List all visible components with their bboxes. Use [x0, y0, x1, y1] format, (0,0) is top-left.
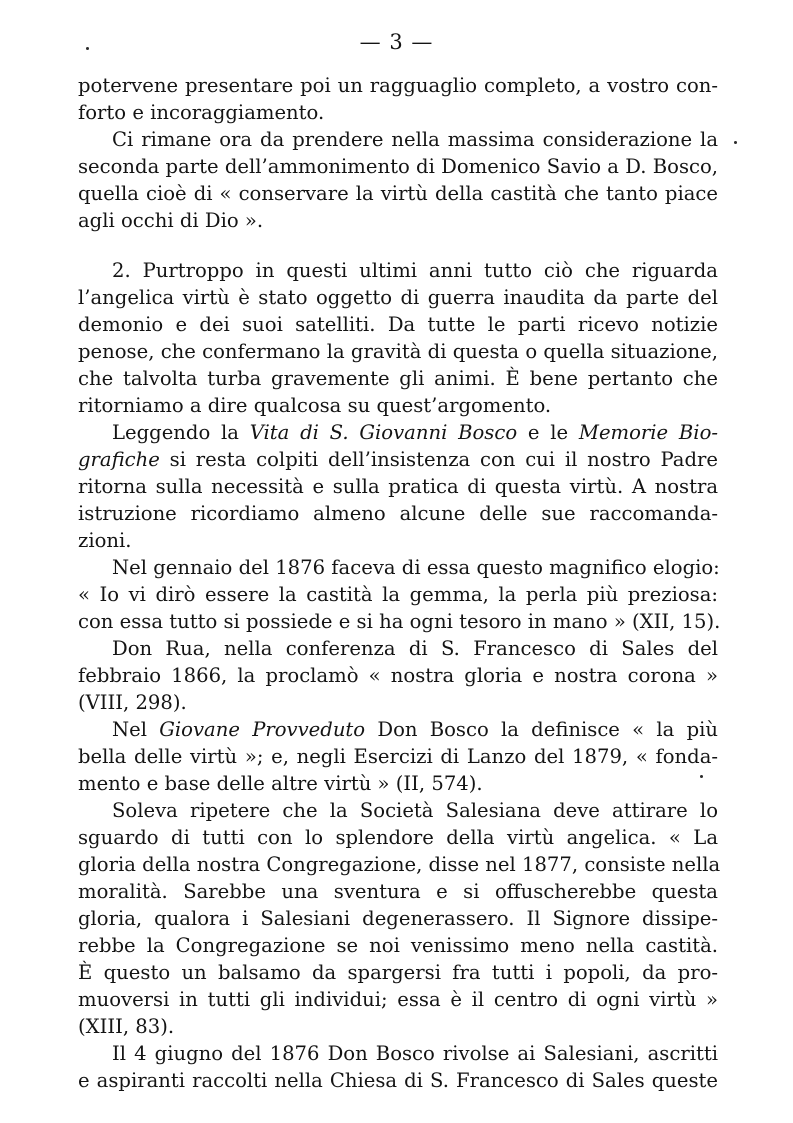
text-run: e le [517, 421, 579, 444]
paragraph-block-section-2 [78, 257, 721, 1094]
text-run: Leggendo la [112, 421, 250, 444]
page-number: — 3 — [359, 30, 434, 54]
text-line: zioni. [78, 529, 132, 552]
text-line: sguardo di tutti con lo splendore della virtù angelica. « La [78, 826, 718, 849]
paragraph-block-intro [78, 72, 718, 234]
text-run: si resta colpiti dell’insistenza con cui il nostro Padre [159, 448, 718, 471]
text-line: Nel gennaio del 1876 faceva di essa questo magnifico elogio: [112, 556, 720, 579]
text-line [78, 446, 718, 473]
text-line: gloria della nostra Congregazione, disse nel 1877, consiste nella [78, 853, 721, 876]
text-line [78, 716, 718, 743]
text-line: bella delle virtù »; e, negli Esercizi di Lanzo del 1879, « fonda- [78, 745, 718, 768]
text-line: 2. Purtroppo in questi ultimi anni tutto ciò che riguarda [112, 259, 718, 282]
text-run: Nel [112, 718, 160, 741]
text-line: Ci rimane ora da prendere nella massima considerazione la [112, 128, 718, 151]
text-line: istruzione ricordiamo almeno alcune delle sue raccomanda- [78, 502, 718, 525]
text-line: l’angelica virtù è stato oggetto di guerra inaudita da parte del [78, 286, 718, 309]
italic-title: Memorie Bio- [578, 421, 718, 444]
text-line: « Io vi dirò essere la castità la gemma, la perla più preziosa: [78, 583, 718, 606]
text-run: Don Bosco la definisce « la più [365, 718, 718, 741]
italic-title: Vita di S. Giovanni Bosco [249, 421, 518, 444]
scan-speck [734, 141, 737, 144]
text-line: È questo un balsamo da spargersi fra tutti i popoli, da pro- [78, 961, 718, 984]
scan-speck [700, 775, 703, 778]
text-line: quella cioè di « conservare la virtù della castità che tanto piace [78, 182, 718, 205]
scan-speck [86, 47, 89, 50]
text-line: agli occhi di Dio ». [78, 209, 264, 232]
italic-title: Giovane Provveduto [159, 718, 366, 741]
text-line: Il 4 giugno del 1876 Don Bosco rivolse ai Salesiani, ascritti [112, 1042, 718, 1065]
text-line: demonio e dei suoi satelliti. Da tutte le parti ricevo notizie [78, 313, 718, 336]
text-line: (VIII, 298). [78, 691, 187, 714]
text-line: Soleva ripetere che la Società Salesiana deve attirare lo [112, 799, 718, 822]
text-line: febbraio 1866, la proclamò « nostra gloria e nostra corona » [78, 664, 718, 687]
text-line: e aspiranti raccolti nella Chiesa di S. Francesco di Sales queste [78, 1069, 718, 1092]
text-line: che talvolta turba gravemente gli animi. È bene pertanto che [78, 367, 718, 390]
text-line: mento e base delle altre virtù » (II, 574). [78, 772, 483, 795]
text-line [78, 419, 718, 446]
text-line: forto e incoraggiamento. [78, 101, 325, 124]
text-line: Don Rua, nella conferenza di S. Francesco di Sales del [112, 637, 718, 660]
text-line: (XIII, 83). [78, 1015, 175, 1038]
text-line: seconda parte dell’ammonimento di Domenico Savio a D. Bosco, [78, 155, 718, 178]
text-line: potervene presentare poi un ragguaglio completo, a vostro con- [78, 74, 718, 97]
text-line: con essa tutto si possiede e si ha ogni tesoro in mano » (XII, 15). [78, 610, 721, 633]
text-line: ritorna sulla necessità e sulla pratica di questa virtù. A nostra [78, 475, 718, 498]
text-line: ritorniamo a dire qualcosa su quest’argomento. [78, 394, 552, 417]
text-line: penose, che confermano la gravità di questa o quella situazione, [78, 340, 718, 363]
text-line: moralità. Sarebbe una sventura e si offuscherebbe questa [78, 880, 718, 903]
text-line: muoversi in tutti gli individui; essa è il centro di ogni virtù » [78, 988, 718, 1011]
text-line: rebbe la Congregazione se noi venissimo meno nella castità. [78, 934, 718, 957]
text-line: gloria, qualora i Salesiani degenerassero. Il Signore dissipe- [78, 907, 718, 930]
italic-title: grafiche [78, 448, 160, 471]
